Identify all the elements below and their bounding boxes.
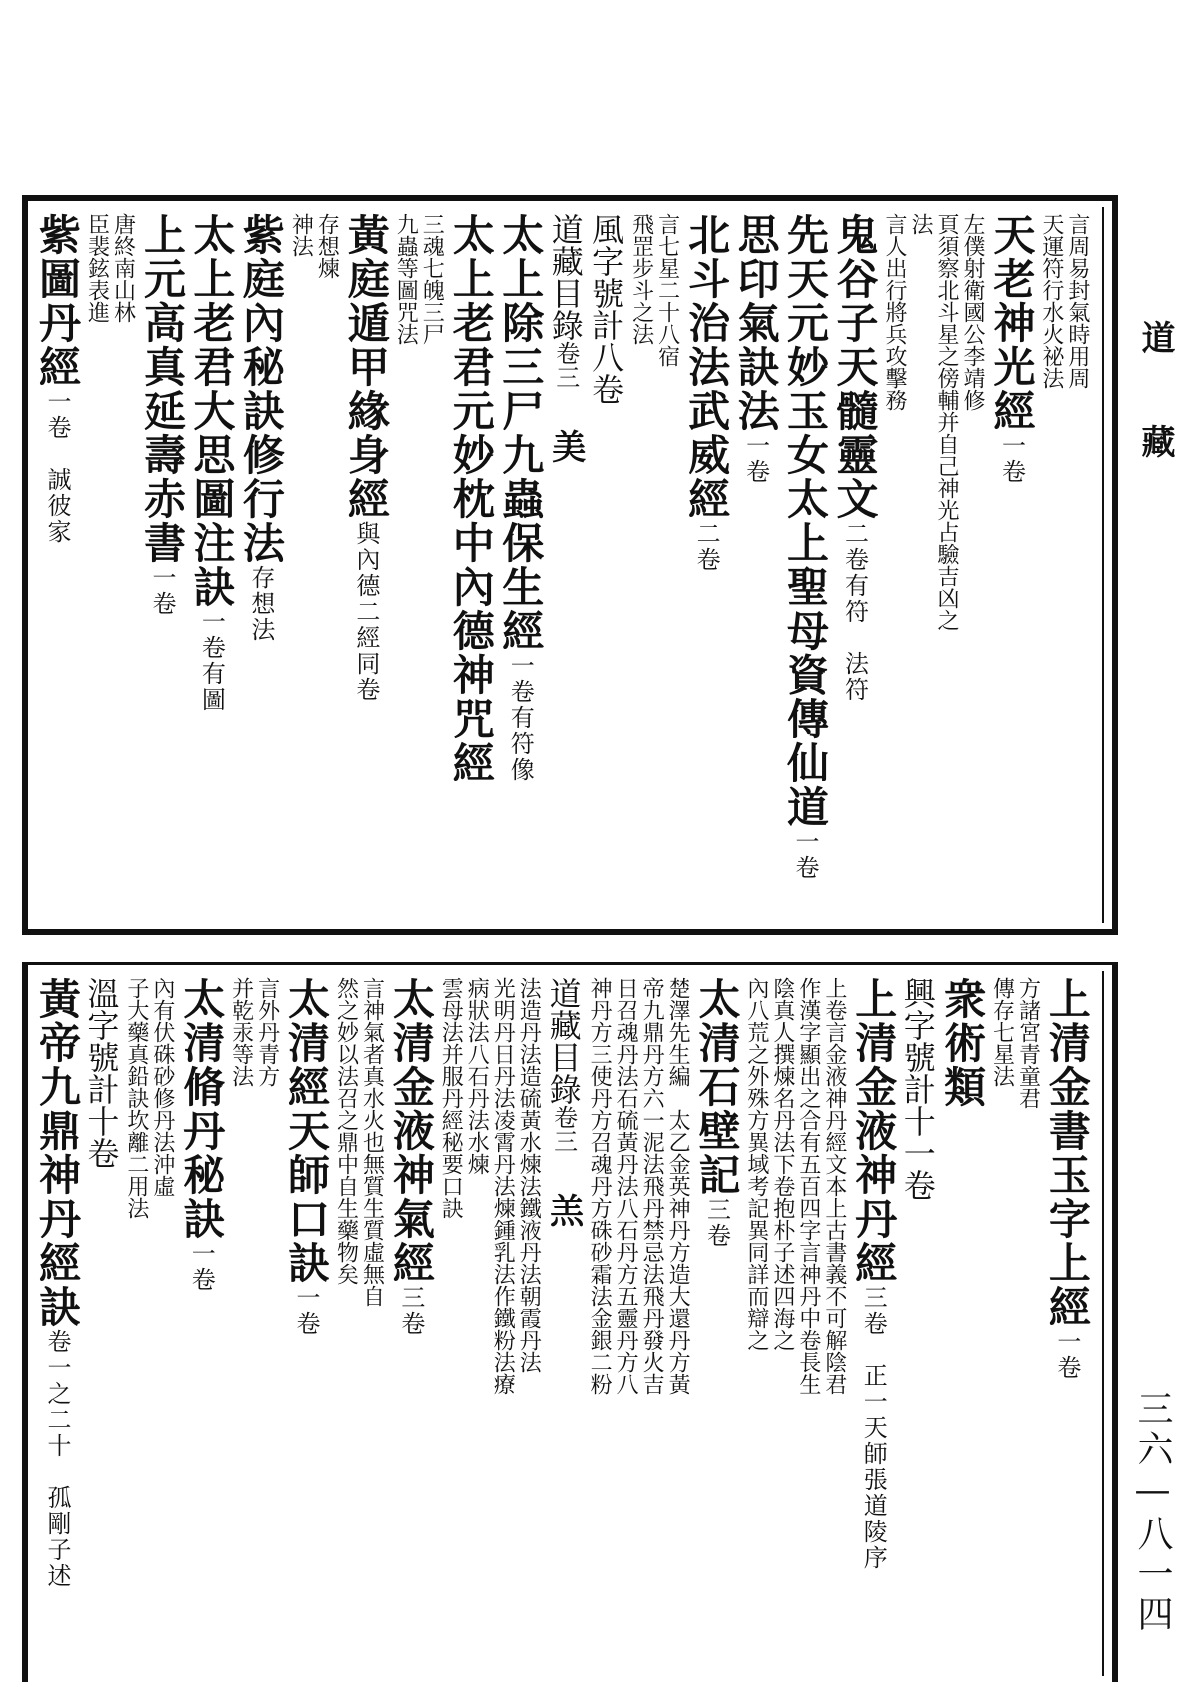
column-volume-note: 三卷 xyxy=(396,1285,425,1337)
annotation-line: 然之妙以法召之鼎中自生藥物矣 xyxy=(333,977,359,1285)
scripture-title xyxy=(177,977,227,1672)
annotation-line: 法 xyxy=(907,213,933,235)
column-text: 天老神光經 xyxy=(987,213,1037,433)
annotation-line: 并乾汞等法 xyxy=(228,977,254,1087)
annotation-column xyxy=(630,213,678,919)
annotation-column xyxy=(230,977,278,1672)
annotation-column xyxy=(125,977,173,1672)
scripture-title xyxy=(137,213,187,919)
column-text: 紫庭內秘訣修行法 xyxy=(236,213,286,565)
column-text: 思印氣訣法 xyxy=(731,213,781,433)
column-volume-note: 三卷 正一天師張道陵序 xyxy=(859,1285,888,1571)
column-volume-note: 三卷 xyxy=(702,1197,731,1249)
annotation-column xyxy=(333,977,385,1672)
annotation-line: 帝九鼎丹方六一泥法飛丹禁忌法飛丹發火吉 xyxy=(639,977,665,1395)
column-text: 北斗治法武威經 xyxy=(682,213,732,521)
column-text: 太上老君大思圖注訣 xyxy=(187,213,237,609)
column-text: 道藏目錄 xyxy=(546,213,585,341)
scripture-title xyxy=(682,213,732,919)
scripture-title xyxy=(987,213,1037,919)
column-volume-note: 卷三 xyxy=(551,341,580,389)
column-text: 黃庭遁甲緣身經 xyxy=(341,213,391,521)
column-volume-note: 二卷 xyxy=(692,521,721,573)
top-page-panel xyxy=(22,195,1118,935)
scripture-title xyxy=(938,977,988,1672)
annotation-line: 存想煉 xyxy=(314,213,340,279)
annotation-column xyxy=(587,977,691,1672)
column-text: 上元高真延壽赤書 xyxy=(137,213,187,565)
annotation-line: 言外丹青方 xyxy=(254,977,280,1087)
annotation-column xyxy=(84,213,136,919)
column-text: 太上老君元妙枕中內德神咒經 xyxy=(446,213,496,785)
scripture-title xyxy=(496,213,546,919)
annotation-line: 上卷言金液神丹經文本上古書義不可解陰君 xyxy=(821,977,847,1395)
annotation-column xyxy=(883,213,983,919)
folio-mark: 美 xyxy=(545,429,586,463)
column-volume-note: 存想法 xyxy=(246,565,275,643)
section-heading xyxy=(543,977,584,1672)
column-text: 太清金液神氣經 xyxy=(386,977,436,1285)
column-text: 上清金書玉字上經 xyxy=(1042,977,1092,1329)
column-volume-note: 一卷 xyxy=(741,433,770,485)
scripture-title xyxy=(33,213,82,919)
scripture-title xyxy=(849,977,899,1672)
section-heading xyxy=(82,977,121,1672)
annotation-column xyxy=(745,977,845,1672)
column-text: 太清脩丹秘訣 xyxy=(177,977,227,1241)
annotation-line: 九蟲等圖咒法 xyxy=(393,213,419,345)
page-header-title: 道藏 xyxy=(1135,320,1175,528)
scripture-title xyxy=(781,213,831,919)
column-volume-note: 一卷有符像 xyxy=(506,653,535,783)
column-text: 道藏目錄 xyxy=(544,977,583,1105)
column-text: 太清經天師口訣 xyxy=(282,977,332,1285)
column-text: 上清金液神丹經 xyxy=(849,977,899,1285)
column-text: 興字號計十一卷 xyxy=(898,977,937,1201)
annotation-line: 內有伏硃砂修丹法沖虛 xyxy=(149,977,175,1197)
annotation-column xyxy=(1040,213,1088,919)
column-volume-note: 一卷 xyxy=(1052,1329,1081,1381)
column-text: 太清石壁記 xyxy=(692,977,742,1197)
column-text: 溫字號計十卷 xyxy=(82,977,121,1169)
annotation-line: 日召魂丹法石硫黃丹法八石丹方五靈丹方八 xyxy=(613,977,639,1395)
scripture-title xyxy=(282,977,332,1672)
annotation-line: 頁須察北斗星之傍輔并自己神光占驗吉凶之 xyxy=(933,213,959,631)
annotation-line: 光明丹日丹法凌霄丹法煉鍾乳法作鐵粉法療 xyxy=(490,977,516,1395)
scripture-title xyxy=(236,213,286,919)
column-volume-note: 一卷 xyxy=(791,829,820,881)
column-volume-note: 一卷 誠彼家 xyxy=(43,389,71,545)
scripture-title xyxy=(731,213,781,919)
annotation-line: 陰真人撰煉名丹法下卷抱朴子述四海之 xyxy=(769,977,795,1351)
annotation-line: 臣裴鉉表進 xyxy=(84,213,110,323)
scripture-title xyxy=(386,977,436,1672)
annotation-line: 左僕射衛國公李靖修 xyxy=(959,213,985,411)
column-text: 黃帝九鼎神丹經訣 xyxy=(33,977,82,1329)
annotation-line: 傳存七星法 xyxy=(989,977,1015,1087)
annotation-line: 言周易封氣時用周 xyxy=(1064,213,1090,389)
annotation-line: 內八荒之外殊方異域考記異同詳而辯之 xyxy=(743,977,769,1351)
scripture-title xyxy=(1042,977,1092,1672)
column-volume-note: 一卷 xyxy=(147,565,176,617)
panel-inner-rule xyxy=(1102,971,1104,1676)
annotation-line: 飛罡步斗之法 xyxy=(628,213,654,345)
top-columns xyxy=(33,213,1090,919)
column-volume-note: 一卷 xyxy=(997,433,1026,485)
panel-inner-rule xyxy=(1102,207,1104,923)
scripture-title xyxy=(33,977,82,1672)
annotation-line: 子大藥真鉛訣坎離二用法 xyxy=(123,977,149,1219)
annotation-line: 言七星二十八宿 xyxy=(654,213,680,367)
column-volume-note: 卷三 xyxy=(549,1105,578,1153)
annotation-line: 三魂七魄三尸 xyxy=(419,213,445,345)
column-text: 太上除三尸九蟲保生經 xyxy=(496,213,546,653)
annotation-line: 楚澤先生編 太乙金英神丹方造大還丹方黃 xyxy=(665,977,691,1395)
scripture-title xyxy=(692,977,742,1672)
annotation-column xyxy=(393,213,445,919)
column-volume-note: 一卷 xyxy=(187,1241,216,1293)
annotation-line: 神丹方三使丹方召魂丹方硃砂霜法金銀二粉 xyxy=(587,977,613,1395)
annotation-line: 法造丹法造硫黃水煉法鐵液丹法朝霞丹法 xyxy=(516,977,542,1373)
annotation-line: 方諸宮青童君 xyxy=(1015,977,1041,1109)
column-text: 鬼谷子天髓靈文 xyxy=(830,213,880,521)
annotation-column xyxy=(288,213,340,919)
section-heading xyxy=(898,977,937,1672)
column-text: 先天元妙玉女太上聖母資傳仙道 xyxy=(781,213,831,829)
annotation-line: 言人出行將兵攻擊務 xyxy=(881,213,907,411)
scripture-title xyxy=(341,213,391,919)
scripture-title xyxy=(187,213,237,919)
column-text: 紫圖丹經 xyxy=(33,213,82,389)
column-volume-note: 一卷有圖 xyxy=(197,609,226,713)
annotation-line: 病狀法八石丹法水煉 xyxy=(464,977,490,1175)
annotation-column xyxy=(991,977,1039,1672)
annotation-line: 作漢字顯出之合有五百四字言神丹中卷長生 xyxy=(795,977,821,1395)
column-volume-note: 二卷有符 法符 xyxy=(840,521,869,703)
annotation-line: 神法 xyxy=(288,213,314,257)
annotation-line: 天運符行水火祕法 xyxy=(1038,213,1064,389)
column-volume-note: 與內德二經同卷 xyxy=(351,521,380,703)
column-text: 風字號計八卷 xyxy=(587,213,626,405)
page-number: 三六—八一四 xyxy=(1132,1390,1173,1635)
annotation-line: 雲母法并服丹經秘要口訣 xyxy=(438,977,464,1219)
bottom-columns xyxy=(33,977,1092,1672)
annotation-line: 言神氣者真水火也無質生質虛無自 xyxy=(359,977,385,1307)
section-heading xyxy=(587,213,626,919)
scripture-title xyxy=(446,213,496,919)
scripture-title xyxy=(830,213,880,919)
annotation-line: 唐終南山林 xyxy=(110,213,136,323)
section-heading xyxy=(545,213,586,919)
annotation-column xyxy=(438,977,542,1672)
column-volume-note: 卷一之二十 孤剛子述 xyxy=(43,1329,71,1589)
bottom-page-panel xyxy=(22,962,1118,1682)
column-text: 衆術類 xyxy=(938,977,988,1109)
column-volume-note: 一卷 xyxy=(292,1285,321,1337)
folio-mark: 羔 xyxy=(543,1193,584,1227)
